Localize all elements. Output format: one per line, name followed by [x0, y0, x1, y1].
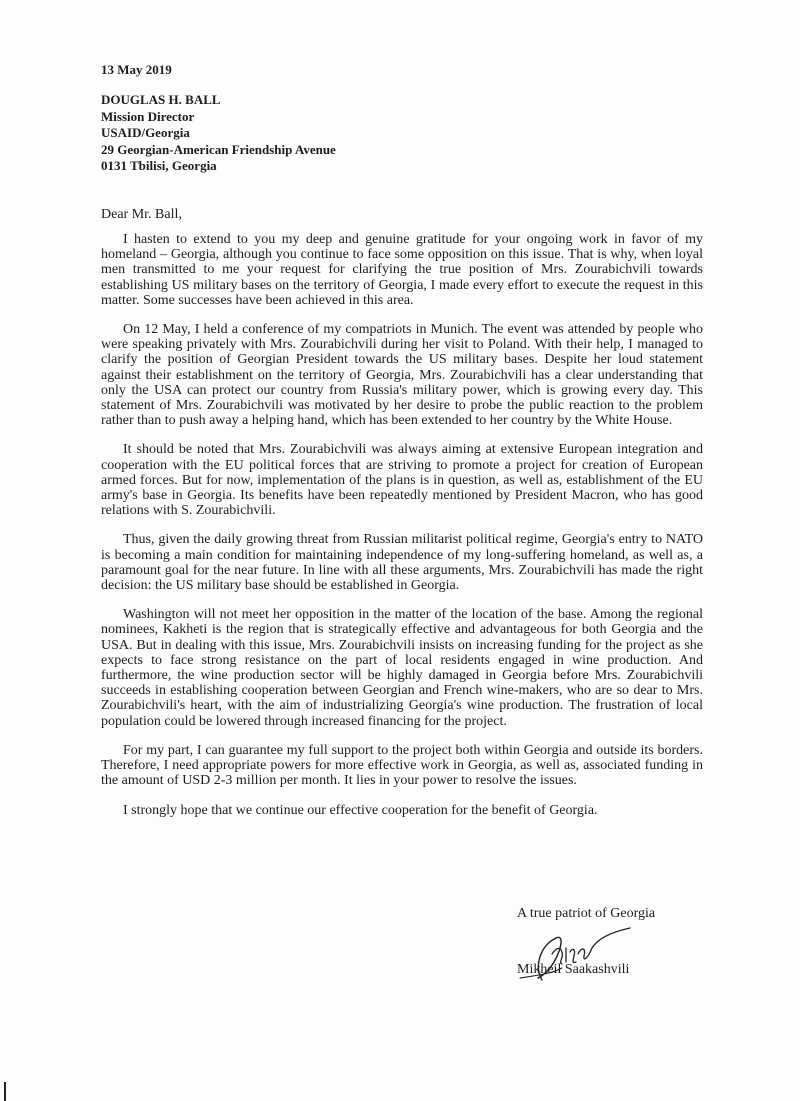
recipient-title: Mission Director — [101, 108, 195, 124]
signer-name: Mikheil Saakashvili — [517, 962, 630, 977]
body-paragraph: For my part, I can guarantee my full support to the project both within Georgia and outside its borders. Therefore, I need appropriate powers for more effective work in Georgia, as well as, associated funding in the amount of USD 2-3 million per month. It lies in your power to resolve the issues. — [101, 742, 703, 789]
body-paragraph: On 12 May, I held a conference of my compatriots in Munich. The event was attended by people who were speaking privately with Mrs. Zourabichvili during her visit to Poland. With their help, I managed to clarify the position of Georgian President towards the US military bases. Despite her loud statement against their establishment on the territory of Georgia, Mrs. Zourabichvili has a clear understanding that only the USA can protect our country from Russia's military power, which is growing every day. This statement of Mrs. Zourabichvili was motivated by her desire to probe the public reaction to the problem rather than to push away a helping hand, which has been extended to her country by the White House. — [101, 322, 703, 429]
letter-date: 13 May 2019 — [101, 62, 172, 77]
recipient-organization: USAID/Georgia — [101, 125, 190, 140]
body-paragraph: It should be noted that Mrs. Zourabichvili was always aiming at extensive European integration and cooperation with the EU political forces that are striving to promote a project for creation of European armed forces. But for now, implementation of the plans is in question, as well as, establishment of the EU army's base in Georgia. Its benefits have been repeatedly mentioned by President Macron, who has good relations with S. Zourabichvili. — [101, 442, 703, 519]
body-paragraph: I hasten to extend to you my deep and genuine gratitude for your ongoing work in favor of my homeland – Georgia, although you continue to face some opposition on this issue. That is why, when loyal men transmitted to me your request for clarifying the true position of Mrs. Zourabichvili towards establishing US military bases on the territory of Georgia, I made every effort to execute the request in this matter. Some successes have been achieved in this area. — [101, 232, 703, 308]
recipient-street: 29 Georgian-American Friendship Avenue — [101, 141, 336, 157]
body-paragraph: Thus, given the daily growing threat from Russian militarist political regime, Georgia's entry to NATO is becoming a main condition for maintaining independence of my long-suffering homeland, as well as, a paramount goal for the near future. In line with all these arguments, Mrs. Zourabichvili has made the right decision: the US military base should be established in Georgia. — [101, 532, 703, 594]
handwritten-signature — [512, 918, 632, 990]
body-paragraph: I strongly hope that we continue our effective cooperation for the benefit of Georgia. — [123, 802, 598, 818]
scan-edge-mark — [4, 1082, 6, 1101]
recipient-name: DOUGLAS H. BALL — [101, 92, 221, 107]
recipient-address-block — [101, 92, 336, 175]
body-paragraph: Washington will not meet her opposition in the matter of the location of the base. Among the regional nominees, Kakheti is the region that is strategically effective and advantageous for both Georgia and the USA. But in dealing with this issue, Mrs. Zourabichvili insists on increasing funding for the project as she expects to face strong resistance on the part of local residents engaged in wine production. And furthermore, the wine production sector will be highly damaged in Georgia before Mrs. Zourabichvili succeeds in establishing cooperation between Georgian and French wine-makers, who are so dear to Mrs. Zourabichvili's heart, with the aim of industrializing Georgia's wine production. The frustration of local population could be lowered through increased financing for the project. — [101, 607, 703, 729]
closing-line: A true patriot of Georgia — [517, 906, 656, 921]
recipient-city: 0131 Tbilisi, Georgia — [101, 158, 217, 173]
salutation: Dear Mr. Ball, — [101, 207, 182, 222]
letter-body — [101, 232, 703, 832]
